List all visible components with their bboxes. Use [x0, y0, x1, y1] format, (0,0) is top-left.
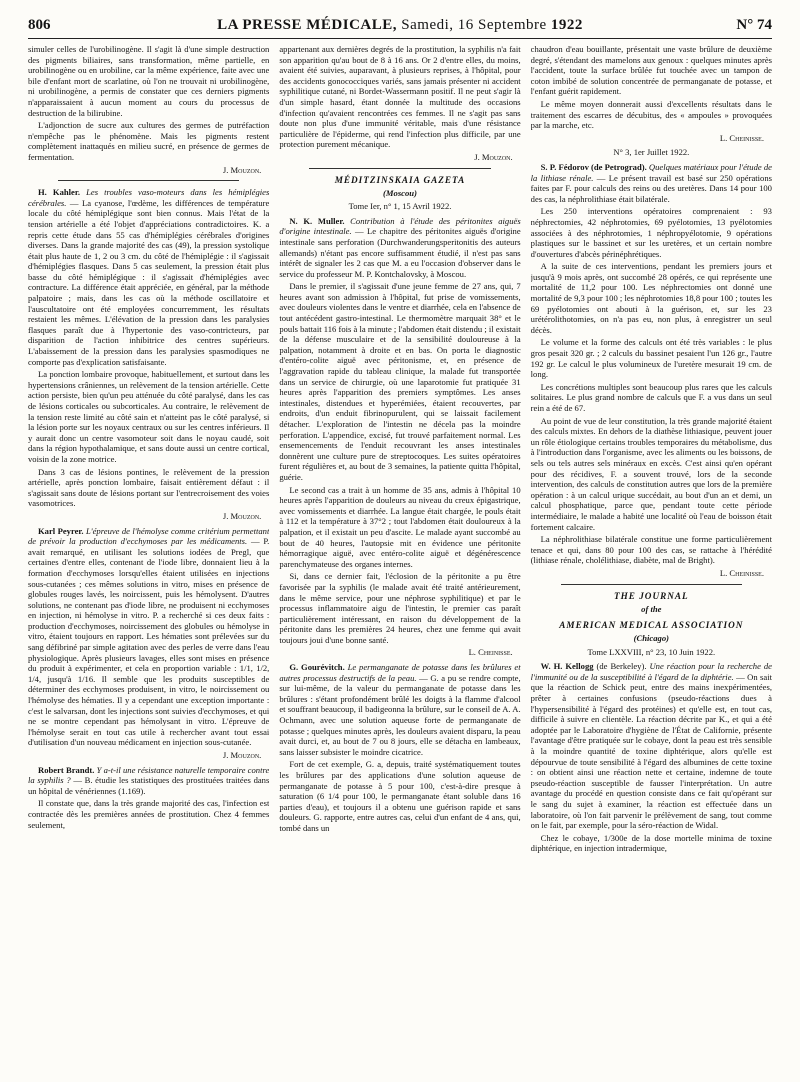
article-title: Contribution à l'étude des péritonites aiguës d'origine intestinale.	[279, 215, 521, 237]
divider	[58, 180, 239, 181]
article-title: Quelques matériaux pour l'étude de la lithiase rénale.	[530, 161, 772, 183]
article-title: Les troubles vaso-moteurs dans les hémiplégies cérébrales.	[28, 187, 270, 208]
journal-title-line	[98, 17, 702, 34]
signature: L. Cheinisse.	[719, 567, 764, 578]
author: W. H. Kellogg	[540, 661, 594, 672]
article-abstract	[28, 187, 269, 367]
paragraph-text: — La cyanose, l'œdème, les différences de température locale du côté hémiplégique sont bien connus. Mais l'état de la tension artérielle a été l'objet d'appréciations contradictoires. K. a repris cette étude dans 55 cas d'hémiplégies cérébrales d'origines diverses. Dans la grande majorité des cas (49), la pression systolique était plus haute de 1, 2 ou 3 cm. du côté de l'hémiplégie : il s'agissait d'hémiplégies flasques. Dans 5 cas seulement, la pression était plus basse du côté hémiplégique : il s'agissait d'hémiplégies avec contracture. La différence était appréciée, en général, par la méthode palpatoire ; mais, dans les cas où la méthode oscillatoire et l'auscultatoire ont été employées concurremment, les résultats restaient les mêmes. L'élévation de la pression dans les paralysies flasques paraît due à l'hypertonie des vaso-contricteurs, par disparition de l'action inhibitrice des centres supérieurs. L'abaissement de la pression dans les paralysies spasmodiques ne comporte pas d'explication satisfaisante.	[28, 197, 270, 367]
signature: J. Mouzon.	[222, 750, 262, 760]
article-abstract	[531, 162, 772, 204]
paragraph-text: — Le chapitre des péritonites aiguës d'origine intestinale sans perforation (Durchwanderungsperitonitis des auteurs allemands) n'étant pas encore suffisamment étudié, il n'est pas sans intérêt de signaler les 2 cas que M. a eu l'occasion d'observer dans le service du professeur M. P. Kontchalovsky, à Moscou.	[279, 226, 521, 279]
paragraph: Chez le cobaye, 1/300e de la dose mortelle minima de toxine diphtérique, en injection intradermique,	[530, 832, 772, 854]
paragraph: Le second cas a trait à un homme de 35 ans, admis à l'hôpital 10 heures après l'apparition de douleurs au niveau du creux épigastrique, avec vomissements et diarrhée. La langue était chargée, le pouls était à 112 et la température à 37°2 ; tout l'abdomen était douloureux à la palpation, et il existait un peu d'ascite. Le malade ayant succombé au bout de 40 heures, l'autopsie mit en évidence une péritonite hémorragique aiguë, avec entéro-colite aiguë et dégénérescence parenchymateuse des organes internes.	[279, 484, 521, 569]
article-title: L'épreuve de l'hémolyse comme critérium permettant de prévoir la production d'ecchymoses par les médicaments.	[28, 525, 270, 547]
signature: J. Mouzon.	[222, 164, 262, 175]
signature: L. Cheinisse.	[719, 132, 764, 143]
paragraph-text: — P. avait remarqué, en utilisant les solutions iodées de Pregl, que certaines d'entre elles, contenant de l'iode libre, donnaient lieu à la formation d'ecchymoses lorsqu'elles étaient utilisées en injections sous-cutanées ; ces mêmes solutions in vitro, mises en présence de globules rouges lavés, les noircissent, puis les hémolysent. D'autres solutions, ne contenant pas d'iode libre, ne produisent ni ecchymoses en injection, ni hémolyse in vitro. P. a recherché si ces deux faits : production d'ecchymoses, noircissement des globules ou hémolyse in vitro, étaient toujours en rapport. Les hématies sont prélevées sur du sang défibriné par simple agitation avec des perles de verre dans l'eau physiologique. Après plusieurs lavages, elles sont mises en présence du produit à expérimenter, et cela en proportion variable : 1/1, 1/2, 1/4, jusqu'à 1/16. Il semble que les produits susceptibles de déterminer des ecchymoses produisent, in vitro, le noircissement ou l'hémolyse des hématies. Il y a cependant une exception importante : c'est le salvarsan, dont les injections sont suivies d'ecchymoses, et qui ne se montre cependant pas hémolysant in vitro. L'épreuve de l'hémolyse serait en tout cas utile à rechercher avant tout essai d'utilisation d'un nouveau médicament en injection sous-cutanée.	[28, 536, 270, 748]
paragraph: Fort de cet exemple, G. a, depuis, traité systématiquement toutes les brûlures par des applications d'une solution aqueuse de permanganate de potasse à 5 pour 100, c'est-à-dire presque à saturation (6 1/4 pour 100, le permanganate étant soluble dans 16 parties d'eau), et toujours il a obtenu une guérison rapide et sans douleurs. G. rapporte, entre autres cas, celui d'un enfant de 4 ans, qui, tombé dans un	[279, 759, 521, 833]
journal-volume: N° 3, 1er Juillet 1922.	[613, 147, 690, 158]
paragraph: simuler celles de l'urobilinogène. Il s'agit là d'une simple destruction des pigments biliaires, sans transformation, même partielle, en urobilinogène ou en urobiline, car la même expérience, faite avec une bile d'enfant mort de scarlatine, où l'on ne trouvait ni urobilinogène, ni urobilinogène, a permis de constater que ces derniers pigments n'apparaissaient à aucun moment au cours du processus de destruction de la bilirubine.	[28, 44, 270, 118]
paragraph: Dans le premier, il s'agissait d'une jeune femme de 27 ans, qui, 7 heures avant son admission à l'hôpital, fut prise de vomissements, avec douleurs violentes dans le ventre et diarrhée, cela en l'absence de tout antécédent gastro-intestinal. Le thermomètre marquait 38° et le pouls battait 116 fois à la minute ; l'abdomen était distendu ; il existait de la défense musculaire et de la sensibilité douloureuse à la palpation, notamment à droite et en bas. On porta le diagnostic d'entéro-colite aiguë avec péritonisme, et, en présence de l'aggravation rapide du tableau clinique, la malade fut transportée dans un service de chirurgie, où une laparotomie fut pratiquée 31 heures après l'apparition des premiers symptômes. Les anses intestinales, distendues et hyperémiées, étaient recouvertes, par endroits, d'un enduit fibrinopurulent, qui se laissait facilement détacher. L'exploration de l'intestin ne décela pas la moindre perforation. L'appendice, excisé, fut trouvé parfaitement normal. Les ensemencements de l'enduit recouvrant les anses intestinales donnèrent une culture pure de streptocoques. Les suites opératoires furent régulières et, au bout de 3 semaines, la patiente quitta l'hôpital, guérie.	[279, 281, 521, 482]
author-affiliation: (de Berkeley).	[596, 661, 647, 672]
author: Robert Brandt.	[38, 764, 95, 775]
paragraph: Dans 3 cas de lésions pontines, le relèvement de la pression artérielle, après ponction lombaire, faisait entièrement défaut : il s'agissait sans doute de lésions portant sur l'entrecroisement des voies vasomotrices.	[28, 466, 270, 509]
author: N. K. Muller.	[289, 215, 345, 226]
paragraph: Les 250 interventions opératoires comprenaient : 93 néphrectomies, 42 néphrotomies, 69 pyélotomies, 13 pyélotomies associées à des néphrotomies, 1 néphropyélotomie, 9 opérations plastiques sur le bassinet et sur les uretères, et un certain nombre d'ouvertures d'abcès périnéphrétiques.	[530, 206, 772, 259]
paragraph-text: — Le présent travail est basé sur 250 opérations faites par F. pour calculs des reins ou des uretères. Dans 14 pour 100 des cas, la néphrolithiase était bilatérale.	[530, 172, 772, 204]
journal-name: LA PRESSE MÉDICALE,	[217, 16, 398, 33]
article-columns	[28, 44, 772, 1076]
article-abstract	[28, 526, 269, 748]
column-2	[279, 44, 520, 1076]
author: S. P. Fédorov (de Petrograd).	[540, 161, 647, 172]
paragraph: Il constate que, dans la très grande majorité des cas, l'infection est contractée dès les premières années de prostitution. Chez 4 femmes seulement,	[28, 798, 270, 830]
article-title: Y a-t-il une résistance naturelle temporaire contre la syphilis ?	[28, 764, 270, 786]
page-number: 806	[28, 16, 51, 33]
article-abstract	[531, 661, 772, 831]
divider	[309, 168, 490, 169]
journal-city: (Chicago)	[633, 633, 669, 644]
signature: L. Cheinisse.	[468, 647, 513, 658]
article-title: Une réaction pour la recherche de l'immunité ou de la susceptibilité à l'égard de la diphtérie.	[530, 661, 772, 682]
article-abstract	[28, 765, 269, 797]
paragraph-text: — On sait que la réaction de Schick peut, entre des mains inexpérimentées, prêter à certaines confusions (pseudo-réactions dues à l'hypersensibilité à l'égard des protéines) et qu'elle est, en tout cas, difficile à suivre en clientèle. La réaction décrite par K., et qui a été adoptée par le Laboratoire d'hygiène de l'État de Californie, présente l'avantage d'être pratiquée sur le cobaye, dont la peau est très sensible à la moindre quantité de toxine diphtérique, alors qu'elle est dépourvue de toute sensibilité à l'égard des albumines de cette toxine : on obtient ainsi une réaction nette et certaine, indemne de toute pseudo-réaction susceptible de fausser l'interprétation. Un autre avantage du procédé en question consiste dans ce fait qu'opérant sur le sang du sujet à examiner, la réaction est effectuée dans un laboratoire, où l'on fait parvenir le prélèvement de sang, tout comme on le fait, par exemple, pour la séro-réaction de Widal.	[530, 671, 772, 831]
journal-city: (Moscou)	[383, 187, 417, 198]
paragraph: Au point de vue de leur constitution, la très grande majorité étaient des calculs mixtes. En dehors de la diathèse lithiasique, peuvent jouer un rôle étiologique certains troubles temporaires du métabolisme, dus à l'introduction dans l'organisme, avec les aliments ou les boissons, de sels ou tels autres sels minéraux en excès. C'est ainsi qu'en opérant pour des récidives, F. a souvent trouvé, lors de la seconde intervention, des calculs de constitution autres que lors de la première opération : à un calcul urique succédait, au bout d'un an et demi, un calcul phosphatique, parce que, pendant toute cette période intermédiaire, le malade a habité une localité où l'eau de boisson était fortement calcaire.	[530, 415, 772, 532]
article-abstract	[279, 216, 520, 280]
paragraph: appartenant aux dernières degrés de la prostitution, la syphilis n'a fait son apparition qu'au bout de 8 à 16 ans. Or 2 d'entre elles, du moins, avaient été suivies, auparavant, à plusieurs reprises, à l'hôpital, pour des accidents gonococciques variés, sans jamais présenter ni accident syphilitique cutané, ni Bordet-Wassermann positif. Il ne peut s'agir là d'un simple hasard, étant donnée la multitude des occasions d'infection qu'avaient rencontrées ces femmes. Il ne s'agit pas sans doute non plus d'une immunité véritable, mais d'une résistance particulière de l'épiderme, qui rend l'infection plus difficile, par une protection purement mécanique.	[279, 44, 521, 150]
author: H. Kahler.	[38, 187, 81, 198]
journal-heading: MÉDITZINSKAIA GAZETA	[334, 174, 466, 185]
signature: J. Mouzon.	[474, 151, 513, 162]
paragraph: chaudron d'eau bouillante, présentait une vaste brûlure de deuxième degré, s'étendant des mamelons aux genoux : quelques minutes après l'accident, toute la surface brûlée fut touchée avec un tampon de coton imbibé de solution concentrée de permanganate de potasse, et l'enfant guérit rapidement.	[530, 44, 772, 97]
journal-heading: AMERICAN MEDICAL ASSOCIATION	[559, 620, 744, 631]
journal-heading: THE JOURNAL	[614, 590, 689, 601]
paragraph: Le volume et la forme des calculs ont été très variables : le plus gros pesait 320 gr. ; 2 calculs du bassinet pesaient l'un 126 gr., l'autre 192 gr. Le calcul le plus volumineux de l'uretère mesurait 19 cm. de long.	[530, 337, 772, 380]
journal-volume: Tome LXXVIII, n° 23, 10 Juin 1922.	[587, 646, 716, 657]
author: Karl Peyrer.	[38, 525, 84, 536]
paragraph: Si, dans ce dernier fait, l'éclosion de la péritonite a pu être favorisée par la syphilis (le malade avait été traité antérieurement, dans le même service, pour une néphrose syphilitique) et par le processus inflammatoire aigu de l'intestin, le premier cas paraît particulièrement intéressant, en raison du développement de la péritonite dans les premières 24 heures, chez une femme qui avait toujours joui d'une bonne santé.	[279, 571, 521, 645]
article-title: Le permanganate de potasse dans les brûlures et autres processus destructifs de la peau.	[279, 662, 521, 683]
paragraph-text: — G. a pu se rendre compte, sur lui-même, de la valeur du permanganate de potasse dans les brûlures : s'étant profondément brûlé les doigts à la flamme d'alcool et souffrant beaucoup, il badigeonna la brûlure, sur le conseil de A. A. Ochmann, avec une solution aqueuse forte de permanganate de potasse ; quelques minutes après, les douleurs avaient disparu, la peau avait durci, et, au bout de 7 ou 8 jours, elle se détacha en lambeaux, sans laisser subsister le moindre cicatrice.	[279, 672, 521, 757]
column-3	[531, 44, 772, 1076]
running-header	[28, 12, 772, 39]
journal-volume: Tome Ier, n° 1, 15 Avril 1922.	[348, 201, 452, 212]
author: G. Gourévitch.	[289, 662, 345, 673]
paragraph: Les concrétions multiples sont beaucoup plus rares que les calculs solitaires. Le plus grand nombre de calculs que F. a vus dans un seul rein a été de 67.	[530, 381, 772, 413]
issue-date: Samedi, 16 Septembre	[401, 16, 547, 33]
paragraph: La ponction lombaire provoque, habituellement, et surtout dans les hypertensions crâniennes, un relèvement de la tension artérielle. Cette action persiste, bien qu'un peu atténuée du côté paralysé, dans les cas de lésions corticales ou subcorticales. Au contraire, le relèvement de la tension reste limité au côté sain et n'atteint pas le côté paralysé, si la lésion porte sur les noyaux centraux ou sur les centres inférieurs. Il y aurait donc un centre vasomoteur soit dans le noyau caudé, soit dans la région hypothalamique, et sans doute aussi un centre cortical, voisin de la zone motrice.	[28, 369, 270, 464]
signature: J. Mouzon.	[222, 510, 262, 521]
paragraph: La néphrolithiase bilatérale constitue une forme particulièrement tenace et qui, dans 80 pour 100 des cas, se rattache à l'hérédité (lithiase rénale, cholélithiase, diabète, mal de Bright).	[530, 534, 772, 566]
paragraph: Le même moyen donnerait aussi d'excellents résultats dans le traitement des escarres de décubitus, des « ampoules » provoquées par la marche, etc.	[530, 98, 772, 131]
paragraph: L'adjonction de sucre aux cultures des germes de putréfaction n'empêche pas le phénomène. Mais les pigments restent complètement inattaqués en milieu sucré, en présence de germes de fermentation.	[28, 120, 270, 162]
article-abstract	[279, 662, 520, 757]
paragraph-text: — B. étudie les statistiques des prostituées traitées dans un hôpital de vénériennes (1.169).	[28, 775, 270, 796]
issue-year: 1922	[550, 16, 583, 33]
issue-number: N° 74	[736, 16, 772, 33]
paragraph: A la suite de ces interventions, pendant les premiers jours et jusqu'à 9 mois après, ont succombé 28 opérés, ce qui représente une mortalité de 11,2 pour 100. Les néphrectomies ont donné une mortalité de 9,3 pour 100 ; les néphrotomies 18,8 pour 100 ; toutes les 69 pyélotomies ont abouti à la guérison, et, sur les 23 urétérolithotomies, on n'a pas eu, non plus, à enregistrer un seul décès.	[530, 261, 772, 335]
column-1	[28, 44, 269, 1076]
divider	[561, 584, 742, 585]
journal-heading: of the	[641, 603, 662, 614]
